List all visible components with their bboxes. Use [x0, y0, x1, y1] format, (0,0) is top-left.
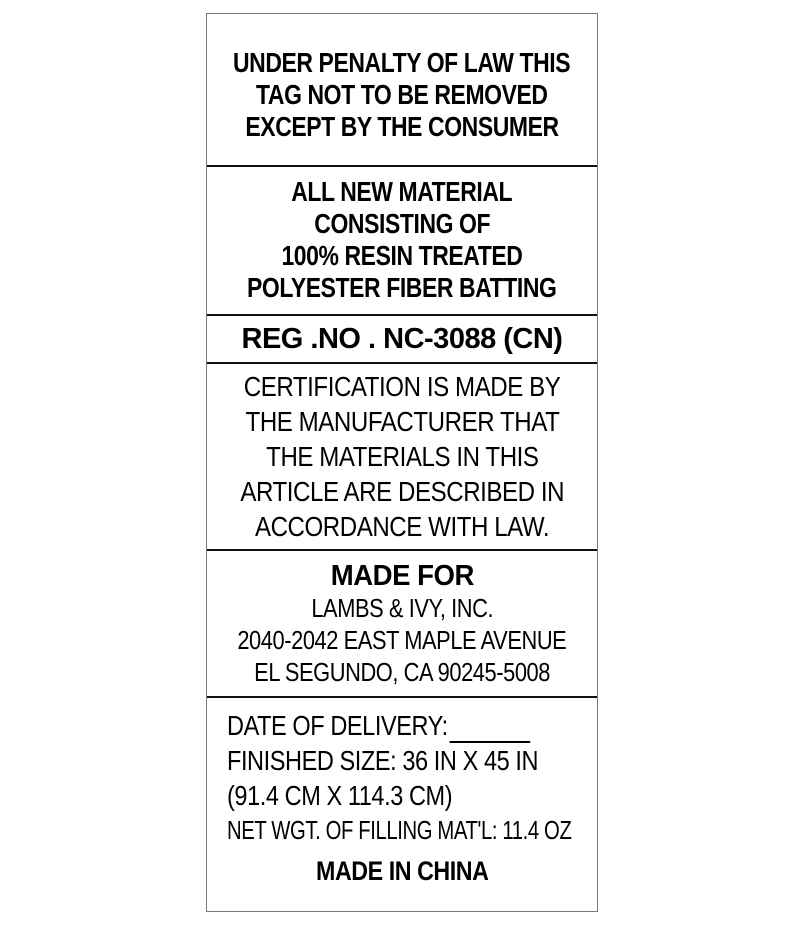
warning-line-2: TAG NOT TO BE REMOVED — [256, 78, 548, 110]
country-of-origin: MADE IN CHINA — [315, 856, 489, 886]
warning-line-1: UNDER PENALTY OF LAW THIS — [233, 46, 571, 78]
date-of-delivery — [227, 708, 530, 743]
law-label-tag — [206, 13, 598, 912]
certification-line-4: ARTICLE ARE DESCRIBED IN — [240, 475, 564, 507]
material-line-2: CONSISTING OF — [314, 207, 490, 239]
finished-size: FINISHED SIZE: 36 IN X 45 IN — [227, 745, 539, 776]
details-section — [207, 698, 597, 908]
warning-line-3: EXCEPT BY THE CONSUMER — [245, 110, 559, 142]
metric-size: (91.4 CM X 114.3 CM) — [227, 780, 453, 811]
certification-line-2: THE MANUFACTURER THAT — [245, 405, 559, 437]
registration-section — [207, 316, 597, 362]
material-line-1: ALL NEW MATERIAL — [291, 175, 513, 207]
net-weight: NET WGT. OF FILLING MAT'L: 11.4 OZ — [227, 815, 572, 845]
registration-number: REG .NO . NC-3088 (CN) — [241, 323, 563, 355]
certification-line-1: CERTIFICATION IS MADE BY — [243, 370, 561, 402]
warning-section — [207, 14, 597, 165]
certification-line-5: ACCORDANCE WITH LAW. — [254, 510, 550, 542]
date-of-delivery-label: DATE OF DELIVERY: — [227, 710, 448, 741]
made-for-heading: MADE FOR — [330, 559, 474, 592]
company-name: LAMBS & IVY, INC. — [311, 592, 493, 623]
material-line-4: POLYESTER FIBER BATTING — [247, 271, 557, 303]
material-line-3: 100% RESIN TREATED — [281, 239, 523, 271]
material-section — [207, 167, 597, 312]
street-address: 2040-2042 EAST MAPLE AVENUE — [237, 624, 567, 655]
certification-section — [207, 364, 597, 548]
made-for-section — [207, 551, 597, 696]
certification-line-3: THE MATERIALS IN THIS — [265, 440, 539, 472]
city-state-zip: EL SEGUNDO, CA 90245-5008 — [254, 656, 550, 687]
date-blank-line — [449, 715, 530, 743]
